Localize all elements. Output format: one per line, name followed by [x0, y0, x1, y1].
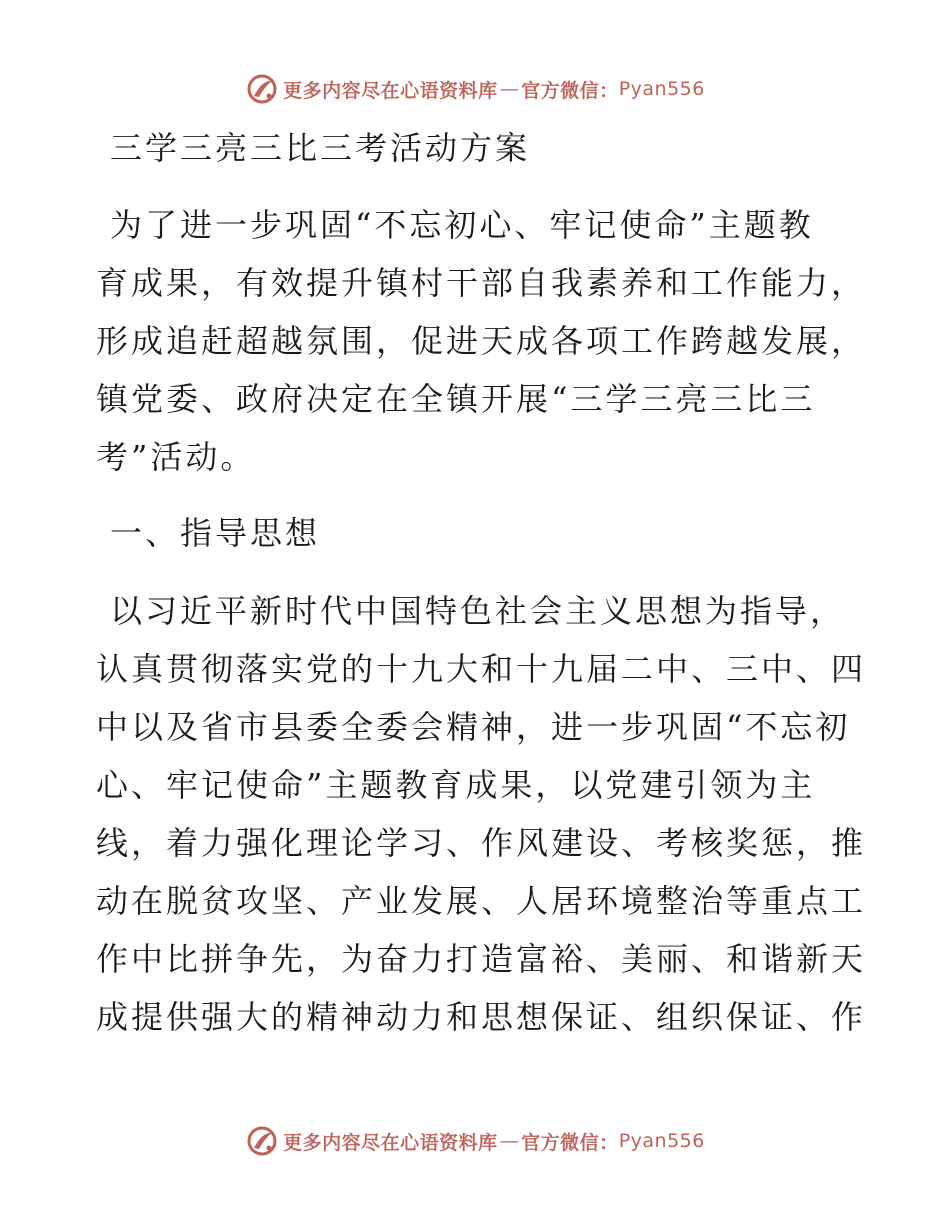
watermark-wechat-id: Pyan556: [618, 1130, 705, 1152]
section-heading: 一、指导思想: [110, 514, 321, 552]
watermark-text: 更多内容尽在心语资料库: [283, 1131, 498, 1154]
watermark-wechat-label: 官方微信：: [521, 1131, 619, 1154]
paragraph-line: 线，着力强化理论学习、作风建设、考核奖惩，推: [96, 824, 867, 862]
watermark-dash: —: [499, 1130, 520, 1152]
paragraph-line: 认真贯彻落实党的十九大和十九届二中、三中、四: [96, 650, 867, 688]
paragraph-line: 育成果，有效提升镇村干部自我素养和工作能力，: [96, 264, 867, 302]
watermark-text: 更多内容尽在心语资料库: [283, 79, 498, 102]
paragraph-line: 心、牢记使命”主题教育成果，以党建引领为主: [96, 766, 816, 804]
paragraph-line: 中以及省市县委全委会精神，进一步巩固“不忘初: [96, 708, 851, 746]
brush-logo-icon: [245, 1124, 279, 1158]
watermark-wechat-id: Pyan556: [618, 78, 705, 100]
paragraph-line: 以习近平新时代中国特色社会主义思想为指导，: [110, 592, 846, 630]
paragraph-line: 形成追赶超越氛围，促进天成各项工作跨越发展，: [96, 322, 867, 360]
paragraph-line: 考”活动。: [96, 438, 256, 476]
paragraph-line: 为了进一步巩固“不忘初心、牢记使命”主题教: [110, 206, 814, 244]
brush-logo-icon: [245, 72, 279, 106]
watermark-dash: —: [499, 78, 520, 100]
watermark-wechat-label: 官方微信：: [521, 79, 619, 102]
document-title: 三学三亮三比三考活动方案: [110, 129, 531, 167]
footer-watermark: [0, 1124, 950, 1158]
paragraph-line: 动在脱贫攻坚、产业发展、人居环境整治等重点工: [96, 882, 867, 920]
intro-paragraph: [96, 196, 867, 486]
section-paragraph: [96, 582, 867, 1046]
header-watermark: [0, 72, 950, 106]
paragraph-line: 成提供强大的精神动力和思想保证、组织保证、作: [96, 998, 867, 1036]
paragraph-line: 作中比拼争先，为奋力打造富裕、美丽、和谐新天: [96, 940, 867, 978]
document-body: [96, 120, 867, 1046]
paragraph-line: 镇党委、政府决定在全镇开展“三学三亮三比三: [96, 380, 816, 418]
